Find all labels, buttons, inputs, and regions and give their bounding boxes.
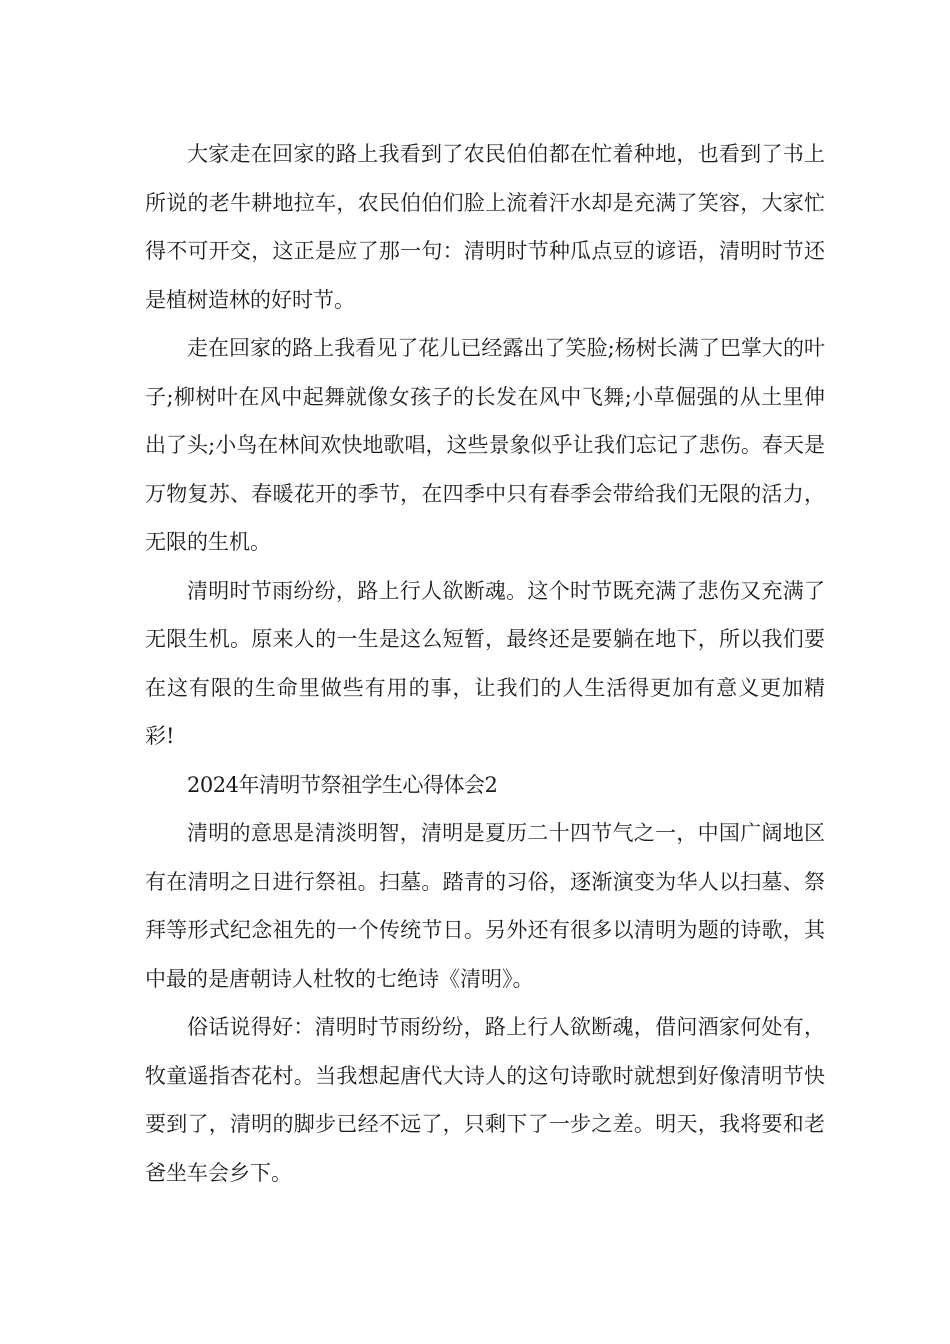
paragraph-farmers: 大家走在回家的路上我看到了农民伯伯都在忙着种地，也看到了书上所说的老牛耕地拉车，农民伯伯们脸上流着汗水却是充满了笑容，大家忙得不可开交，这正是应了那一句：清明时节种瓜点豆的谚语，清明时节还是植树造林的好时节。	[145, 142, 825, 312]
paragraph-spring-scenery: 走在回家的路上我看见了花儿已经露出了笑脸;杨树长满了巴掌大的叶子;柳树叶在风中起舞就像女孩子的长发在风中飞舞;小草倔强的从土里伸出了头;小鸟在林间欢快地歌唱，这些景象似乎让我们忘记了悲伤。春天是万物复苏、春暖花开的季节，在四季中只有春季会带给我们无限的活力，无限的生机。	[145, 336, 825, 554]
paragraph-proverb: 俗话说得好：清明时节雨纷纷，路上行人欲断魂，借问酒家何处有，牧童遥指杏花村。当我想起唐代大诗人的这句诗歌时就想到好像清明节快要到了，清明的脚步已经不远了，只剩下了一步之差。明天，我将要和老爸坐车会乡下。	[145, 1015, 825, 1185]
paragraph-qingming-meaning: 清明的意思是清淡明智，清明是夏历二十四节气之一，中国广阔地区有在清明之日进行祭祖。扫墓。踏青的习俗，逐渐演变为华人以扫墓、祭拜等形式纪念祖先的一个传统节日。另外还有很多以清明为题的诗歌，其中最的是唐朝诗人杜牧的七绝诗《清明》。	[145, 821, 825, 991]
paragraph-reflection: 清明时节雨纷纷，路上行人欲断魂。这个时节既充满了悲伤又充满了无限生机。原来人的一生是这么短暂，最终还是要躺在地下，所以我们要在这有限的生命里做些有用的事，让我们的人生活得更加有意义更加精彩!	[145, 578, 825, 748]
document-body	[145, 130, 825, 1197]
section-heading: 2024年清明节祭祖学生心得体会2	[187, 772, 498, 797]
